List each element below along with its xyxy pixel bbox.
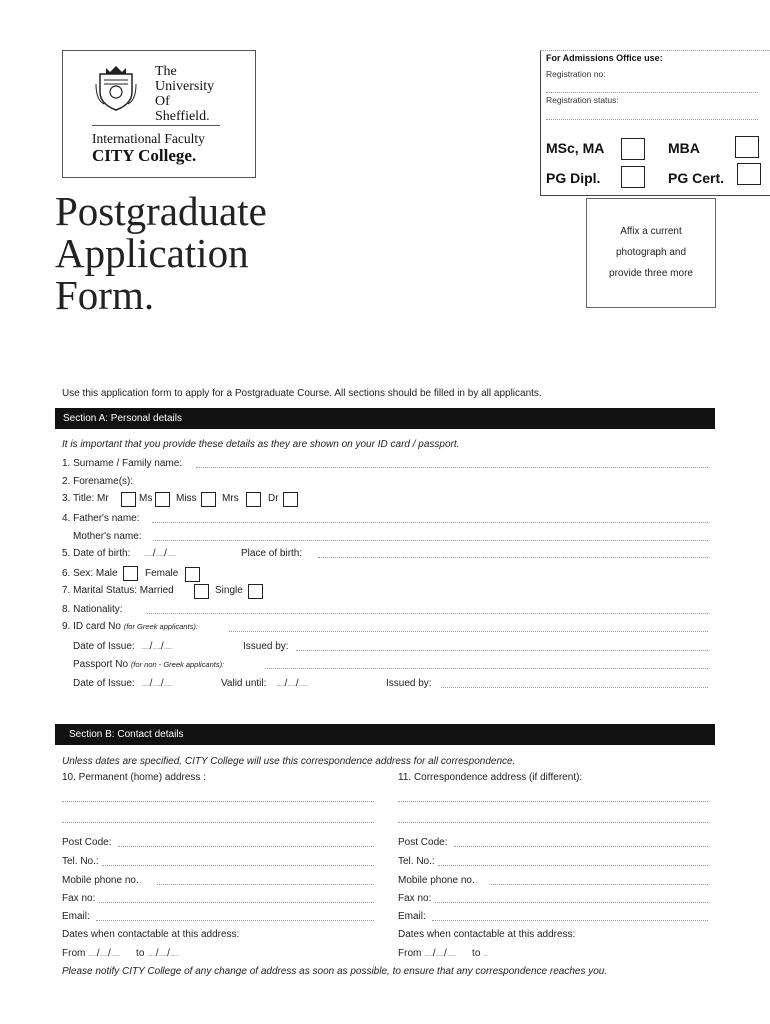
title-mrs-checkbox[interactable] [246, 492, 261, 507]
logo-divider [92, 125, 220, 126]
programme-pg-dipl-label: PG Dipl. [546, 170, 601, 186]
permanent-post-code-label: Post Code: [62, 837, 112, 848]
title-dr-checkbox[interactable] [283, 492, 298, 507]
permanent-dates-range[interactable]: From ......./......./....... to ......./......./....... [62, 948, 179, 959]
surname-field[interactable] [196, 467, 708, 468]
correspondence-address-line-2[interactable] [398, 822, 708, 823]
title-miss-label: Miss [176, 493, 197, 504]
id-issued-by-field[interactable] [296, 650, 708, 651]
section-a-header: Section A: Personal details [55, 408, 715, 429]
section-b-header: Section B: Contact details [55, 724, 715, 745]
permanent-tel-label: Tel. No.: [62, 856, 99, 867]
title-mrs-label: Mrs [222, 493, 239, 504]
section-a-note: It is important that you provide these details as they are shown on your ID card / passport. [62, 439, 460, 450]
id-issued-by-label: Issued by: [243, 641, 289, 652]
programme-mba-label: MBA [668, 140, 700, 156]
permanent-address-line-1[interactable] [62, 801, 374, 802]
sex-male-checkbox[interactable] [123, 566, 138, 581]
place-of-birth-field[interactable] [318, 557, 708, 558]
correspondence-mobile-field[interactable] [491, 884, 708, 885]
programme-mba-checkbox[interactable] [735, 136, 759, 158]
sex-label: 6. Sex: Male [62, 568, 118, 579]
intro-text: Use this application form to apply for a Postgraduate Course. All sections should be filled in by all applicants. [62, 388, 542, 399]
title-dr-label: Dr [268, 493, 279, 504]
mother-name-field[interactable] [153, 540, 708, 541]
id-card-label: 9. ID card No (for Greek applicants): [62, 621, 198, 632]
permanent-email-label: Email: [62, 911, 90, 922]
admissions-heading: For Admissions Office use: [546, 53, 663, 63]
faculty-name: International Faculty [92, 131, 205, 146]
programme-pg-cert-label: PG Cert. [668, 170, 725, 186]
page-title: Postgraduate Application Form. [55, 188, 267, 318]
passport-date-of-issue-label: Date of Issue: [73, 678, 135, 689]
title-label: 3. Title: Mr [62, 493, 109, 504]
permanent-mobile-field[interactable] [157, 884, 374, 885]
correspondence-email-label: Email: [398, 911, 426, 922]
programme-pg-cert-checkbox[interactable] [737, 163, 761, 185]
registration-no-line[interactable] [546, 92, 758, 93]
programme-msc-ma-label: MSc, MA [546, 140, 605, 156]
programme-pg-dipl-checkbox[interactable] [621, 166, 645, 188]
place-of-birth-label: Place of birth: [241, 548, 303, 559]
permanent-fax-field[interactable] [99, 902, 374, 903]
title-miss-checkbox[interactable] [201, 492, 216, 507]
title-ms-label: Ms [139, 493, 153, 504]
passport-issued-by-field[interactable] [441, 687, 708, 688]
marital-single-label: Single [215, 585, 243, 596]
title-mr-checkbox[interactable] [121, 492, 136, 507]
college-name: CITY College. [92, 146, 197, 165]
valid-until-label: Valid until: [221, 678, 267, 689]
photo-placeholder: Affix a current photograph and provide three more [586, 198, 716, 308]
marital-married-checkbox[interactable] [194, 584, 209, 599]
university-name: The University Of Sheffield. [155, 64, 215, 124]
correspondence-mobile-label: Mobile phone no. [398, 875, 475, 886]
dob-label: 5. Date of birth: [62, 548, 131, 559]
marital-single-checkbox[interactable] [248, 584, 263, 599]
mother-name-label: Mother's name: [73, 531, 142, 542]
nationality-field[interactable] [147, 613, 708, 614]
correspondence-address-label: 11. Correspondence address (if different): [398, 772, 583, 783]
permanent-post-code-field[interactable] [118, 846, 374, 847]
passport-date-of-issue-field[interactable]: ......./......./....... [141, 678, 173, 689]
id-card-field[interactable] [229, 631, 708, 632]
passport-label: Passport No (for non - Greek applicants): [73, 659, 225, 670]
correspondence-dates-range[interactable]: From ......./......./....... to ... [398, 948, 487, 959]
permanent-address-label: 10. Permanent (home) address : [62, 772, 206, 783]
permanent-fax-label: Fax no: [62, 893, 96, 904]
valid-until-field[interactable]: ......./......./....... [276, 678, 308, 689]
correspondence-fax-label: Fax no: [398, 893, 432, 904]
registration-status-line[interactable] [546, 119, 758, 120]
permanent-tel-field[interactable] [102, 865, 374, 866]
title-ms-checkbox[interactable] [155, 492, 170, 507]
correspondence-dates-label: Dates when contactable at this address: [398, 929, 576, 940]
father-name-label: 4. Father's name: [62, 513, 140, 524]
father-name-field[interactable] [152, 522, 708, 523]
registration-no-label: Registration no: [546, 69, 606, 79]
correspondence-address-line-1[interactable] [398, 801, 708, 802]
permanent-mobile-label: Mobile phone no. [62, 875, 139, 886]
forenames-label: 2. Forename(s): [62, 476, 134, 487]
permanent-dates-label: Dates when contactable at this address: [62, 929, 240, 940]
university-crest-icon [94, 64, 138, 112]
correspondence-post-code-label: Post Code: [398, 837, 448, 848]
passport-issued-by-label: Issued by: [386, 678, 432, 689]
permanent-email-field[interactable] [96, 920, 374, 921]
programme-msc-ma-checkbox[interactable] [621, 138, 645, 160]
dob-field[interactable]: ......../......./....... [143, 548, 176, 559]
id-date-of-issue-field[interactable]: ......./......./....... [141, 641, 173, 652]
sex-female-label: Female [145, 568, 179, 579]
correspondence-tel-label: Tel. No.: [398, 856, 435, 867]
passport-field[interactable] [265, 668, 708, 669]
registration-status-label: Registration status: [546, 95, 619, 105]
correspondence-email-field[interactable] [432, 920, 708, 921]
marital-status-label: 7. Marital Status: Married [62, 585, 174, 596]
permanent-address-line-2[interactable] [62, 822, 374, 823]
footer-notice: Please notify CITY College of any change of address as soon as possible, to ensure that any correspondence reaches you. [62, 966, 608, 977]
id-date-of-issue-label: Date of Issue: [73, 641, 135, 652]
admissions-top-rule [540, 50, 770, 51]
sex-female-checkbox[interactable] [185, 567, 200, 582]
correspondence-tel-field[interactable] [438, 865, 708, 866]
section-b-note: Unless dates are specified, CITY College will use this correspondence address for all correspondence. [62, 756, 516, 767]
correspondence-post-code-field[interactable] [454, 846, 708, 847]
nationality-label: 8. Nationality: [62, 604, 123, 615]
correspondence-fax-field[interactable] [435, 902, 708, 903]
surname-label: 1. Surname / Family name: [62, 458, 183, 469]
